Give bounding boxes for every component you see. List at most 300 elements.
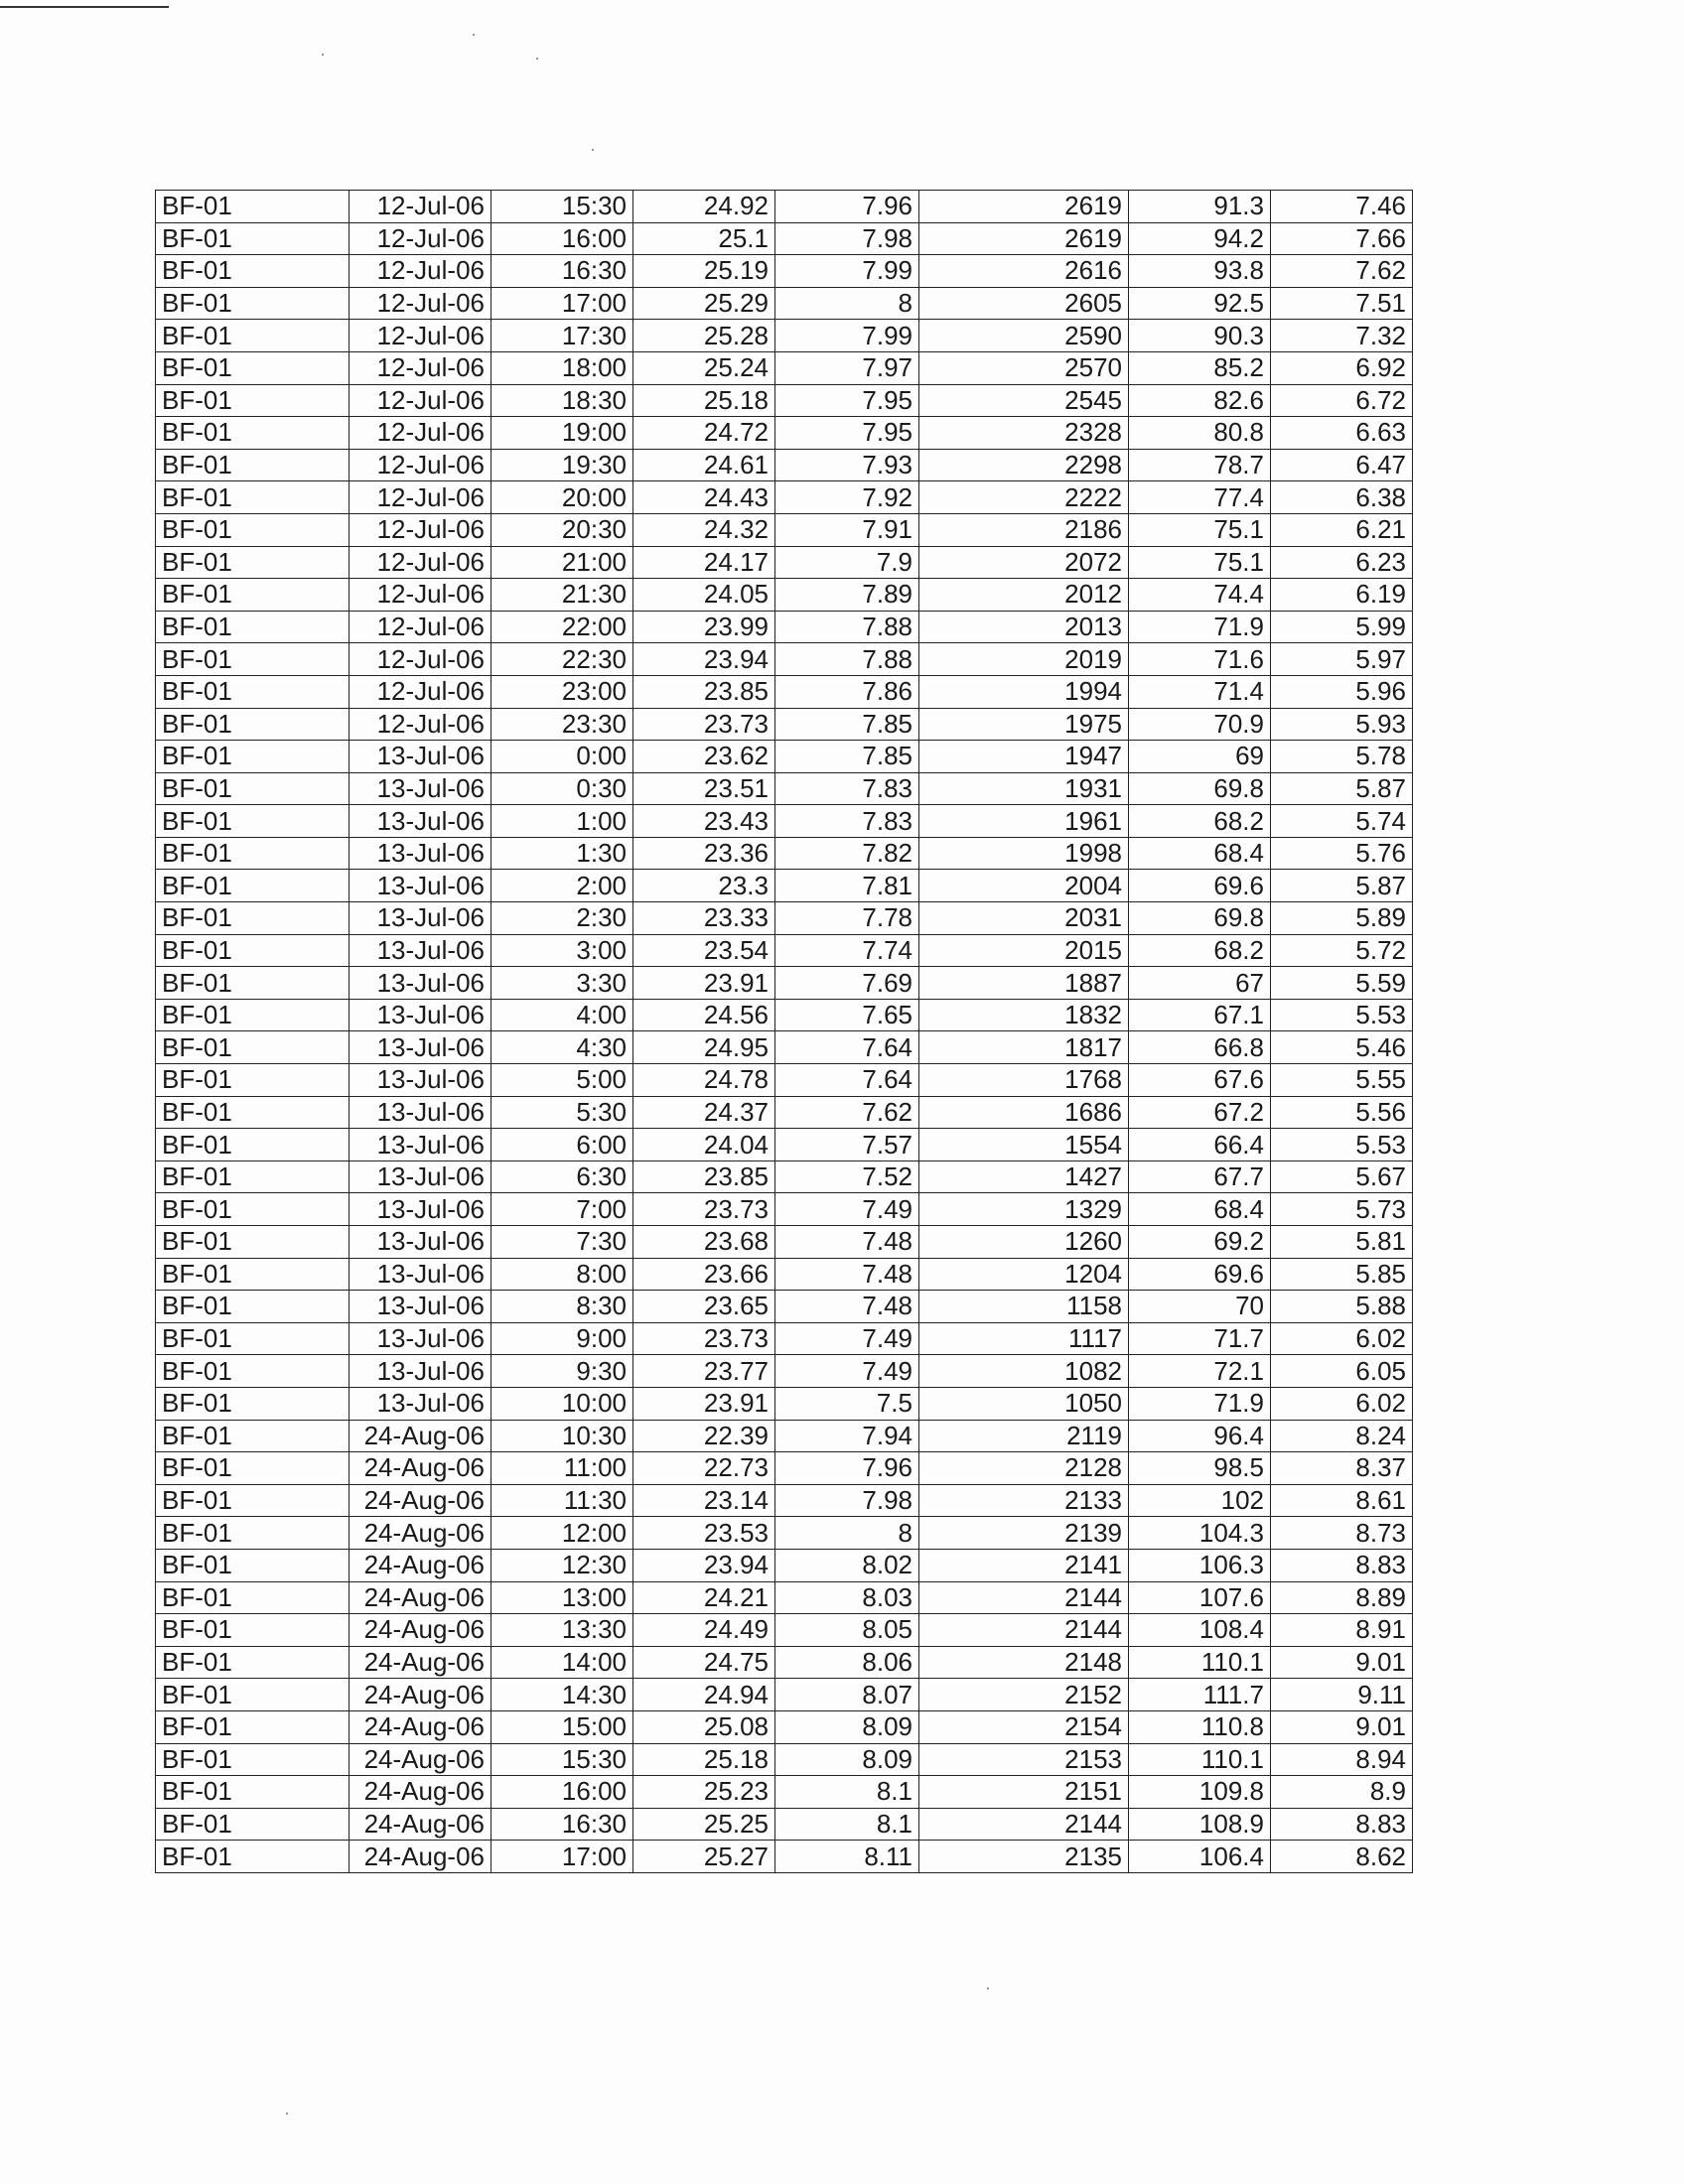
table-row <box>156 384 1413 417</box>
scan-speck <box>322 54 324 56</box>
table-row <box>156 1387 1413 1420</box>
table-row <box>156 1064 1413 1097</box>
table-cell: 98.5 <box>1129 1452 1271 1485</box>
table-cell: 68.4 <box>1129 837 1271 870</box>
table-cell: BF-01 <box>156 1581 350 1614</box>
table-cell: 2545 <box>919 384 1129 417</box>
table-cell: 70.9 <box>1129 708 1271 741</box>
table-cell: BF-01 <box>156 255 350 288</box>
table-row <box>156 1808 1413 1841</box>
table-cell: 5.59 <box>1271 967 1413 1000</box>
table-row <box>156 1258 1413 1291</box>
table-cell: 0:00 <box>491 741 633 773</box>
table-cell: 25.18 <box>633 384 775 417</box>
table-cell: 22.39 <box>633 1420 775 1452</box>
table-cell: BF-01 <box>156 1064 350 1097</box>
table-cell: 106.4 <box>1129 1841 1271 1873</box>
table-cell: 91.3 <box>1129 191 1271 223</box>
table-cell: 12-Jul-06 <box>350 384 491 417</box>
table-cell: BF-01 <box>156 351 350 384</box>
table-cell: 13-Jul-06 <box>350 999 491 1031</box>
table-row <box>156 191 1413 223</box>
table-cell: 24-Aug-06 <box>350 1679 491 1711</box>
table-cell: BF-01 <box>156 1031 350 1064</box>
table-cell: 2298 <box>919 449 1129 481</box>
table-row <box>156 222 1413 255</box>
table-cell: 23.73 <box>633 708 775 741</box>
table-cell: BF-01 <box>156 643 350 676</box>
table-cell: 107.6 <box>1129 1581 1271 1614</box>
table-cell: 25.19 <box>633 255 775 288</box>
table-cell: 11:30 <box>491 1484 633 1517</box>
table-cell: 2616 <box>919 255 1129 288</box>
table-cell: 24-Aug-06 <box>350 1549 491 1581</box>
table-cell: BF-01 <box>156 741 350 773</box>
table-cell: 2328 <box>919 417 1129 450</box>
table-cell: 14:00 <box>491 1646 633 1679</box>
table-row <box>156 1646 1413 1679</box>
table-cell: 67.1 <box>1129 999 1271 1031</box>
table-cell: 23.14 <box>633 1484 775 1517</box>
table-cell: BF-01 <box>156 1355 350 1388</box>
table-cell: 23.65 <box>633 1291 775 1323</box>
table-cell: 18:00 <box>491 351 633 384</box>
table-cell: 24.94 <box>633 1679 775 1711</box>
table-cell: 7.9 <box>775 546 919 579</box>
table-cell: 6.72 <box>1271 384 1413 417</box>
table-row <box>156 902 1413 935</box>
table-row <box>156 805 1413 838</box>
table-cell: 108.4 <box>1129 1614 1271 1647</box>
table-cell: 67.2 <box>1129 1096 1271 1129</box>
table-cell: BF-01 <box>156 1291 350 1323</box>
table-cell: 6.05 <box>1271 1355 1413 1388</box>
table-cell: 23.94 <box>633 643 775 676</box>
table-cell: 13-Jul-06 <box>350 870 491 902</box>
table-row <box>156 1549 1413 1581</box>
table-cell: 25.28 <box>633 320 775 352</box>
table-cell: 2153 <box>919 1743 1129 1776</box>
table-cell: 7.82 <box>775 837 919 870</box>
table-cell: BF-01 <box>156 481 350 514</box>
table-cell: 14:30 <box>491 1679 633 1711</box>
table-cell: 75.1 <box>1129 513 1271 546</box>
table-cell: 9.01 <box>1271 1646 1413 1679</box>
table-cell: 23.94 <box>633 1549 775 1581</box>
table-cell: 7.91 <box>775 513 919 546</box>
table-row <box>156 1581 1413 1614</box>
table-cell: 1158 <box>919 1291 1129 1323</box>
table-cell: 7.74 <box>775 934 919 967</box>
table-cell: 24.17 <box>633 546 775 579</box>
table-row <box>156 611 1413 643</box>
table-row <box>156 1710 1413 1743</box>
table-cell: 7.5 <box>775 1387 919 1420</box>
table-cell: 5.96 <box>1271 675 1413 708</box>
table-cell: 7.52 <box>775 1160 919 1193</box>
table-cell: 8.83 <box>1271 1808 1413 1841</box>
table-cell: 12-Jul-06 <box>350 255 491 288</box>
table-cell: 2570 <box>919 351 1129 384</box>
table-row <box>156 449 1413 481</box>
table-row <box>156 741 1413 773</box>
table-cell: BF-01 <box>156 999 350 1031</box>
table-cell: 13-Jul-06 <box>350 902 491 935</box>
table-cell: 67.7 <box>1129 1160 1271 1193</box>
table-cell: 12-Jul-06 <box>350 287 491 320</box>
table-cell: 2013 <box>919 611 1129 643</box>
table-cell: 2031 <box>919 902 1129 935</box>
table-cell: 1817 <box>919 1031 1129 1064</box>
table-cell: 96.4 <box>1129 1420 1271 1452</box>
table-cell: 8.02 <box>775 1549 919 1581</box>
table-row <box>156 772 1413 805</box>
table-cell: 24.72 <box>633 417 775 450</box>
table-cell: 12-Jul-06 <box>350 222 491 255</box>
table-cell: 8.94 <box>1271 1743 1413 1776</box>
table-cell: BF-01 <box>156 675 350 708</box>
table-cell: BF-01 <box>156 1776 350 1809</box>
table-cell: 1:00 <box>491 805 633 838</box>
table-cell: 16:00 <box>491 1776 633 1809</box>
table-cell: 13-Jul-06 <box>350 805 491 838</box>
table-cell: BF-01 <box>156 1517 350 1550</box>
table-cell: 8.03 <box>775 1581 919 1614</box>
table-cell: BF-01 <box>156 1614 350 1647</box>
table-cell: 24-Aug-06 <box>350 1452 491 1485</box>
table-cell: 8.1 <box>775 1776 919 1809</box>
table-cell: 12-Jul-06 <box>350 579 491 612</box>
table-cell: 69 <box>1129 741 1271 773</box>
table-cell: 5.53 <box>1271 999 1413 1031</box>
table-cell: BF-01 <box>156 805 350 838</box>
scan-speck <box>286 2113 288 2115</box>
table-cell: 7.62 <box>775 1096 919 1129</box>
table-cell: 13-Jul-06 <box>350 1258 491 1291</box>
table-cell: 71.9 <box>1129 611 1271 643</box>
table-cell: 1329 <box>919 1193 1129 1226</box>
table-cell: 2619 <box>919 191 1129 223</box>
table-cell: 7.49 <box>775 1322 919 1355</box>
table-cell: BF-01 <box>156 1679 350 1711</box>
table-cell: 23.85 <box>633 675 775 708</box>
table-cell: 20:00 <box>491 481 633 514</box>
table-cell: 12-Jul-06 <box>350 546 491 579</box>
table-cell: 6.21 <box>1271 513 1413 546</box>
table-cell: BF-01 <box>156 1452 350 1485</box>
table-cell: 7.98 <box>775 222 919 255</box>
table-cell: 13-Jul-06 <box>350 837 491 870</box>
table-cell: 7.85 <box>775 708 919 741</box>
table-cell: 13-Jul-06 <box>350 1129 491 1161</box>
table-cell: 69.2 <box>1129 1226 1271 1259</box>
table-cell: 7.83 <box>775 805 919 838</box>
table-cell: 24-Aug-06 <box>350 1614 491 1647</box>
table-cell: 71.6 <box>1129 643 1271 676</box>
table-cell: 23.53 <box>633 1517 775 1550</box>
table-cell: BF-01 <box>156 222 350 255</box>
table-cell: 24.49 <box>633 1614 775 1647</box>
table-cell: 23.73 <box>633 1322 775 1355</box>
table-cell: 12:30 <box>491 1549 633 1581</box>
table-cell: 15:30 <box>491 1743 633 1776</box>
table-cell: 72.1 <box>1129 1355 1271 1388</box>
table-row <box>156 481 1413 514</box>
table-cell: 2128 <box>919 1452 1129 1485</box>
table-cell: 5.99 <box>1271 611 1413 643</box>
table-cell: 90.3 <box>1129 320 1271 352</box>
table-cell: 13-Jul-06 <box>350 1355 491 1388</box>
table-cell: 5.53 <box>1271 1129 1413 1161</box>
table-cell: 2:00 <box>491 870 633 902</box>
table-cell: 5.85 <box>1271 1258 1413 1291</box>
table-cell: 24.78 <box>633 1064 775 1097</box>
table-cell: 2019 <box>919 643 1129 676</box>
table-cell: 23.3 <box>633 870 775 902</box>
table-cell: 67 <box>1129 967 1271 1000</box>
table-cell: 8:00 <box>491 1258 633 1291</box>
table-cell: 71.9 <box>1129 1387 1271 1420</box>
table-cell: 12-Jul-06 <box>350 675 491 708</box>
table-cell: 20:30 <box>491 513 633 546</box>
table-cell: 5.93 <box>1271 708 1413 741</box>
table-cell: 1686 <box>919 1096 1129 1129</box>
table-cell: 2590 <box>919 320 1129 352</box>
table-cell: 7.95 <box>775 417 919 450</box>
table-cell: 2119 <box>919 1420 1129 1452</box>
table-cell: 2154 <box>919 1710 1129 1743</box>
table-cell: 23.91 <box>633 967 775 1000</box>
table-cell: 12-Jul-06 <box>350 643 491 676</box>
table-cell: 10:30 <box>491 1420 633 1452</box>
table-cell: 24.95 <box>633 1031 775 1064</box>
table-cell: 13-Jul-06 <box>350 1291 491 1323</box>
table-cell: 8.62 <box>1271 1841 1413 1873</box>
table-cell: 18:30 <box>491 384 633 417</box>
table-cell: 6:00 <box>491 1129 633 1161</box>
table-cell: 7.49 <box>775 1355 919 1388</box>
table-cell: BF-01 <box>156 1646 350 1679</box>
table-cell: 19:30 <box>491 449 633 481</box>
table-row <box>156 417 1413 450</box>
table-cell: 92.5 <box>1129 287 1271 320</box>
table-cell: 13-Jul-06 <box>350 772 491 805</box>
table-cell: 13-Jul-06 <box>350 1193 491 1226</box>
scan-speck <box>592 149 594 151</box>
table-cell: 12-Jul-06 <box>350 320 491 352</box>
table-row <box>156 1096 1413 1129</box>
table-row <box>156 513 1413 546</box>
table-cell: 6:30 <box>491 1160 633 1193</box>
table-cell: 1994 <box>919 675 1129 708</box>
table-cell: BF-01 <box>156 1420 350 1452</box>
table-cell: BF-01 <box>156 772 350 805</box>
table-cell: 7.95 <box>775 384 919 417</box>
table-cell: 7.66 <box>1271 222 1413 255</box>
table-cell: 7.69 <box>775 967 919 1000</box>
table-cell: 5.89 <box>1271 902 1413 935</box>
table-row <box>156 708 1413 741</box>
table-cell: 7.89 <box>775 579 919 612</box>
table-cell: 5:00 <box>491 1064 633 1097</box>
table-cell: 6.02 <box>1271 1322 1413 1355</box>
table-cell: 102 <box>1129 1484 1271 1517</box>
table-cell: 68.2 <box>1129 934 1271 967</box>
table-cell: 23.85 <box>633 1160 775 1193</box>
table-cell: 8:30 <box>491 1291 633 1323</box>
table-cell: 1260 <box>919 1226 1129 1259</box>
table-cell: 12-Jul-06 <box>350 191 491 223</box>
table-cell: 8.11 <box>775 1841 919 1873</box>
table-cell: 13-Jul-06 <box>350 934 491 967</box>
table-cell: 5.67 <box>1271 1160 1413 1193</box>
table-cell: 78.7 <box>1129 449 1271 481</box>
table-cell: 2605 <box>919 287 1129 320</box>
table-cell: 82.6 <box>1129 384 1271 417</box>
table-cell: 8.06 <box>775 1646 919 1679</box>
table-cell: 6.23 <box>1271 546 1413 579</box>
table-cell: 5:30 <box>491 1096 633 1129</box>
table-row <box>156 1160 1413 1193</box>
table-cell: 1947 <box>919 741 1129 773</box>
table-cell: 7.92 <box>775 481 919 514</box>
table-cell: 4:00 <box>491 999 633 1031</box>
table-cell: 24.04 <box>633 1129 775 1161</box>
scan-speck <box>536 58 538 60</box>
table-cell: 2141 <box>919 1549 1129 1581</box>
table-cell: 7.93 <box>775 449 919 481</box>
table-cell: 77.4 <box>1129 481 1271 514</box>
table-row <box>156 1776 1413 1809</box>
table-cell: BF-01 <box>156 708 350 741</box>
table-row <box>156 870 1413 902</box>
table-cell: 2186 <box>919 513 1129 546</box>
table-cell: BF-01 <box>156 611 350 643</box>
table-cell: 5.73 <box>1271 1193 1413 1226</box>
table-cell: 8.61 <box>1271 1484 1413 1517</box>
table-cell: 7.97 <box>775 351 919 384</box>
table-cell: 8.83 <box>1271 1549 1413 1581</box>
table-row <box>156 1679 1413 1711</box>
table-cell: 7.98 <box>775 1484 919 1517</box>
table-cell: 2133 <box>919 1484 1129 1517</box>
table-cell: 2135 <box>919 1841 1129 1873</box>
table-cell: 3:00 <box>491 934 633 967</box>
table-cell: 24-Aug-06 <box>350 1484 491 1517</box>
data-table <box>155 190 1413 1873</box>
table-cell: 8.09 <box>775 1743 919 1776</box>
table-row <box>156 579 1413 612</box>
table-cell: 66.8 <box>1129 1031 1271 1064</box>
table-cell: 7.46 <box>1271 191 1413 223</box>
table-cell: BF-01 <box>156 513 350 546</box>
table-cell: 109.8 <box>1129 1776 1271 1809</box>
table-cell: 12-Jul-06 <box>350 611 491 643</box>
table-cell: BF-01 <box>156 1808 350 1841</box>
table-cell: 6.02 <box>1271 1387 1413 1420</box>
table-cell: 25.1 <box>633 222 775 255</box>
table-cell: 12-Jul-06 <box>350 351 491 384</box>
table-cell: 1998 <box>919 837 1129 870</box>
table-cell: 2144 <box>919 1581 1129 1614</box>
table-row <box>156 1841 1413 1873</box>
table-cell: 11:00 <box>491 1452 633 1485</box>
table-cell: 23:30 <box>491 708 633 741</box>
table-cell: 24-Aug-06 <box>350 1517 491 1550</box>
table-cell: 2015 <box>919 934 1129 967</box>
table-cell: 7:00 <box>491 1193 633 1226</box>
table-cell: 16:00 <box>491 222 633 255</box>
table-cell: BF-01 <box>156 384 350 417</box>
table-cell: 9:30 <box>491 1355 633 1388</box>
table-cell: 9.11 <box>1271 1679 1413 1711</box>
table-cell: 7.57 <box>775 1129 919 1161</box>
table-cell: 2144 <box>919 1614 1129 1647</box>
table-cell: 5.56 <box>1271 1096 1413 1129</box>
table-row <box>156 546 1413 579</box>
table-cell: 13-Jul-06 <box>350 1096 491 1129</box>
table-cell: 15:30 <box>491 191 633 223</box>
table-cell: 7.32 <box>1271 320 1413 352</box>
table-row <box>156 934 1413 967</box>
table-cell: 1887 <box>919 967 1129 1000</box>
table-cell: 2:30 <box>491 902 633 935</box>
table-cell: BF-01 <box>156 1226 350 1259</box>
table-cell: 66.4 <box>1129 1129 1271 1161</box>
table-cell: BF-01 <box>156 1129 350 1161</box>
table-cell: 2619 <box>919 222 1129 255</box>
table-cell: 1082 <box>919 1355 1129 1388</box>
table-cell: 1768 <box>919 1064 1129 1097</box>
scan-edge-line <box>0 6 169 8</box>
table-cell: 13:30 <box>491 1614 633 1647</box>
table-cell: 12-Jul-06 <box>350 513 491 546</box>
table-cell: 23.43 <box>633 805 775 838</box>
table-cell: 2139 <box>919 1517 1129 1550</box>
table-cell: BF-01 <box>156 1549 350 1581</box>
table-cell: 5.88 <box>1271 1291 1413 1323</box>
table-cell: 5.46 <box>1271 1031 1413 1064</box>
table-cell: 23.33 <box>633 902 775 935</box>
table-cell: 68.2 <box>1129 805 1271 838</box>
table-cell: BF-01 <box>156 320 350 352</box>
table-cell: 23.54 <box>633 934 775 967</box>
table-cell: 71.7 <box>1129 1322 1271 1355</box>
table-cell: 13-Jul-06 <box>350 967 491 1000</box>
table-row <box>156 675 1413 708</box>
table-cell: 69.6 <box>1129 870 1271 902</box>
table-cell: 1204 <box>919 1258 1129 1291</box>
table-cell: 7.62 <box>1271 255 1413 288</box>
table-cell: 19:00 <box>491 417 633 450</box>
table-cell: 75.1 <box>1129 546 1271 579</box>
table-cell: 24.75 <box>633 1646 775 1679</box>
table-cell: 9.01 <box>1271 1710 1413 1743</box>
table-cell: 7:30 <box>491 1226 633 1259</box>
table-cell: 6.19 <box>1271 579 1413 612</box>
table-cell: 4:30 <box>491 1031 633 1064</box>
table-cell: 108.9 <box>1129 1808 1271 1841</box>
table-body <box>156 191 1413 1873</box>
table-cell: 22:30 <box>491 643 633 676</box>
table-cell: 22.73 <box>633 1452 775 1485</box>
table-cell: 25.25 <box>633 1808 775 1841</box>
table-row <box>156 1517 1413 1550</box>
table-cell: BF-01 <box>156 579 350 612</box>
table-cell: 24-Aug-06 <box>350 1743 491 1776</box>
table-cell: BF-01 <box>156 1160 350 1193</box>
table-row <box>156 1291 1413 1323</box>
